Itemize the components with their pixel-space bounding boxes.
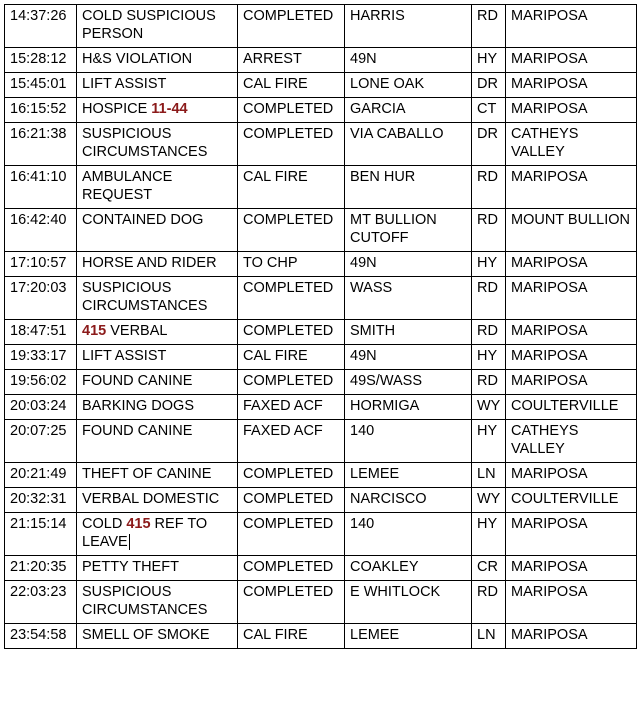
street-cell: COAKLEY [345, 556, 472, 581]
table-row [5, 252, 637, 277]
street-cell: BEN HUR [345, 166, 472, 209]
time-cell: 19:33:17 [5, 345, 77, 370]
time-cell: 20:21:49 [5, 463, 77, 488]
call-type-cell: AMBULANCE REQUEST [77, 166, 238, 209]
city-cell: MARIPOSA [506, 5, 637, 48]
table-row [5, 73, 637, 98]
street-cell: 49N [345, 345, 472, 370]
disposition-cell: COMPLETED [238, 370, 345, 395]
street-suffix-cell: HY [472, 252, 506, 277]
time-cell: 21:20:35 [5, 556, 77, 581]
disposition-cell: COMPLETED [238, 209, 345, 252]
call-type-cell: BARKING DOGS [77, 395, 238, 420]
street-suffix-cell: RD [472, 166, 506, 209]
time-cell: 16:41:10 [5, 166, 77, 209]
call-type-cell: SMELL OF SMOKE [77, 624, 238, 649]
call-type-cell: COLD SUSPICIOUS PERSON [77, 5, 238, 48]
table-row [5, 370, 637, 395]
street-cell: 49S/WASS [345, 370, 472, 395]
time-cell: 17:10:57 [5, 252, 77, 277]
disposition-cell: COMPLETED [238, 320, 345, 345]
street-cell: 49N [345, 48, 472, 73]
table-row [5, 463, 637, 488]
street-cell: MT BULLION CUTOFF [345, 209, 472, 252]
city-cell: MARIPOSA [506, 624, 637, 649]
city-cell: MARIPOSA [506, 277, 637, 320]
table-row [5, 420, 637, 463]
call-type-text: COLD [82, 516, 127, 532]
disposition-cell: ARREST [238, 48, 345, 73]
call-type-text: HOSPICE [82, 101, 152, 117]
disposition-cell: COMPLETED [238, 556, 345, 581]
disposition-cell: COMPLETED [238, 5, 345, 48]
disposition-cell: CAL FIRE [238, 345, 345, 370]
time-cell: 17:20:03 [5, 277, 77, 320]
call-code-highlight: 415 [82, 323, 107, 339]
city-cell: MARIPOSA [506, 252, 637, 277]
table-row [5, 320, 637, 345]
street-cell: LONE OAK [345, 73, 472, 98]
time-cell: 23:54:58 [5, 624, 77, 649]
time-cell: 21:15:14 [5, 513, 77, 556]
call-type-text: REF TO LEAVE [82, 516, 208, 550]
street-cell: HARRIS [345, 5, 472, 48]
street-suffix-cell: WY [472, 488, 506, 513]
table-row [5, 556, 637, 581]
table-row [5, 48, 637, 73]
city-cell: MARIPOSA [506, 73, 637, 98]
disposition-cell: FAXED ACF [238, 420, 345, 463]
street-suffix-cell: CT [472, 98, 506, 123]
time-cell: 18:47:51 [5, 320, 77, 345]
city-cell: MARIPOSA [506, 463, 637, 488]
street-suffix-cell: RD [472, 277, 506, 320]
street-cell: 140 [345, 420, 472, 463]
table-row [5, 345, 637, 370]
table-row [5, 624, 637, 649]
call-type-cell [77, 513, 238, 556]
disposition-cell: CAL FIRE [238, 166, 345, 209]
street-suffix-cell: RD [472, 320, 506, 345]
call-code-highlight: 11-44 [151, 101, 188, 117]
disposition-cell: COMPLETED [238, 463, 345, 488]
time-cell: 15:45:01 [5, 73, 77, 98]
street-suffix-cell: DR [472, 123, 506, 166]
time-cell: 16:42:40 [5, 209, 77, 252]
call-type-cell: LIFT ASSIST [77, 345, 238, 370]
city-cell: MOUNT BULLION [506, 209, 637, 252]
call-code-highlight: 415 [126, 516, 151, 532]
table-row [5, 209, 637, 252]
street-cell: 140 [345, 513, 472, 556]
city-cell: MARIPOSA [506, 166, 637, 209]
time-cell: 16:15:52 [5, 98, 77, 123]
call-type-cell: SUSPICIOUS CIRCUMSTANCES [77, 277, 238, 320]
street-suffix-cell: HY [472, 48, 506, 73]
disposition-cell: TO CHP [238, 252, 345, 277]
call-log-body [5, 5, 637, 649]
call-type-cell: SUSPICIOUS CIRCUMSTANCES [77, 581, 238, 624]
call-log-table [4, 4, 637, 649]
city-cell: MARIPOSA [506, 320, 637, 345]
street-cell: HORMIGA [345, 395, 472, 420]
street-suffix-cell: RD [472, 5, 506, 48]
disposition-cell: COMPLETED [238, 488, 345, 513]
call-type-text: VERBAL [106, 323, 168, 339]
table-row [5, 581, 637, 624]
call-type-cell: FOUND CANINE [77, 370, 238, 395]
street-suffix-cell: RD [472, 209, 506, 252]
table-row [5, 277, 637, 320]
street-cell: NARCISCO [345, 488, 472, 513]
disposition-cell: COMPLETED [238, 123, 345, 166]
city-cell: MARIPOSA [506, 581, 637, 624]
call-type-cell: THEFT OF CANINE [77, 463, 238, 488]
city-cell: MARIPOSA [506, 513, 637, 556]
call-type-cell: FOUND CANINE [77, 420, 238, 463]
street-cell: GARCIA [345, 98, 472, 123]
street-suffix-cell: RD [472, 581, 506, 624]
call-type-cell: H&S VIOLATION [77, 48, 238, 73]
time-cell: 20:32:31 [5, 488, 77, 513]
disposition-cell: FAXED ACF [238, 395, 345, 420]
street-cell: LEMEE [345, 624, 472, 649]
table-row [5, 5, 637, 48]
street-suffix-cell: DR [472, 73, 506, 98]
street-suffix-cell: LN [472, 624, 506, 649]
disposition-cell: CAL FIRE [238, 624, 345, 649]
call-type-cell: SUSPICIOUS CIRCUMSTANCES [77, 123, 238, 166]
time-cell: 15:28:12 [5, 48, 77, 73]
call-type-cell: CONTAINED DOG [77, 209, 238, 252]
time-cell: 19:56:02 [5, 370, 77, 395]
call-type-cell: LIFT ASSIST [77, 73, 238, 98]
call-type-cell [77, 320, 238, 345]
call-type-cell: HORSE AND RIDER [77, 252, 238, 277]
street-cell: VIA CABALLO [345, 123, 472, 166]
table-row [5, 395, 637, 420]
disposition-cell: COMPLETED [238, 513, 345, 556]
street-suffix-cell: HY [472, 345, 506, 370]
city-cell: MARIPOSA [506, 48, 637, 73]
call-type-cell: VERBAL DOMESTIC [77, 488, 238, 513]
street-suffix-cell: HY [472, 420, 506, 463]
disposition-cell: COMPLETED [238, 98, 345, 123]
disposition-cell: CAL FIRE [238, 73, 345, 98]
city-cell: MARIPOSA [506, 370, 637, 395]
time-cell: 22:03:23 [5, 581, 77, 624]
street-suffix-cell: HY [472, 513, 506, 556]
table-row [5, 513, 637, 556]
street-cell: WASS [345, 277, 472, 320]
city-cell: MARIPOSA [506, 556, 637, 581]
street-cell: LEMEE [345, 463, 472, 488]
call-type-cell: PETTY THEFT [77, 556, 238, 581]
call-type-cell [77, 98, 238, 123]
city-cell: MARIPOSA [506, 98, 637, 123]
city-cell: MARIPOSA [506, 345, 637, 370]
street-cell: E WHITLOCK [345, 581, 472, 624]
city-cell: CATHEYS VALLEY [506, 420, 637, 463]
text-cursor [129, 534, 130, 550]
disposition-cell: COMPLETED [238, 581, 345, 624]
table-row [5, 166, 637, 209]
time-cell: 16:21:38 [5, 123, 77, 166]
street-cell: SMITH [345, 320, 472, 345]
street-suffix-cell: RD [472, 370, 506, 395]
city-cell: COULTERVILLE [506, 395, 637, 420]
table-row [5, 488, 637, 513]
table-row [5, 123, 637, 166]
city-cell: CATHEYS VALLEY [506, 123, 637, 166]
disposition-cell: COMPLETED [238, 277, 345, 320]
street-cell: 49N [345, 252, 472, 277]
street-suffix-cell: CR [472, 556, 506, 581]
time-cell: 20:07:25 [5, 420, 77, 463]
street-suffix-cell: LN [472, 463, 506, 488]
street-suffix-cell: WY [472, 395, 506, 420]
table-row [5, 98, 637, 123]
city-cell: COULTERVILLE [506, 488, 637, 513]
time-cell: 20:03:24 [5, 395, 77, 420]
time-cell: 14:37:26 [5, 5, 77, 48]
